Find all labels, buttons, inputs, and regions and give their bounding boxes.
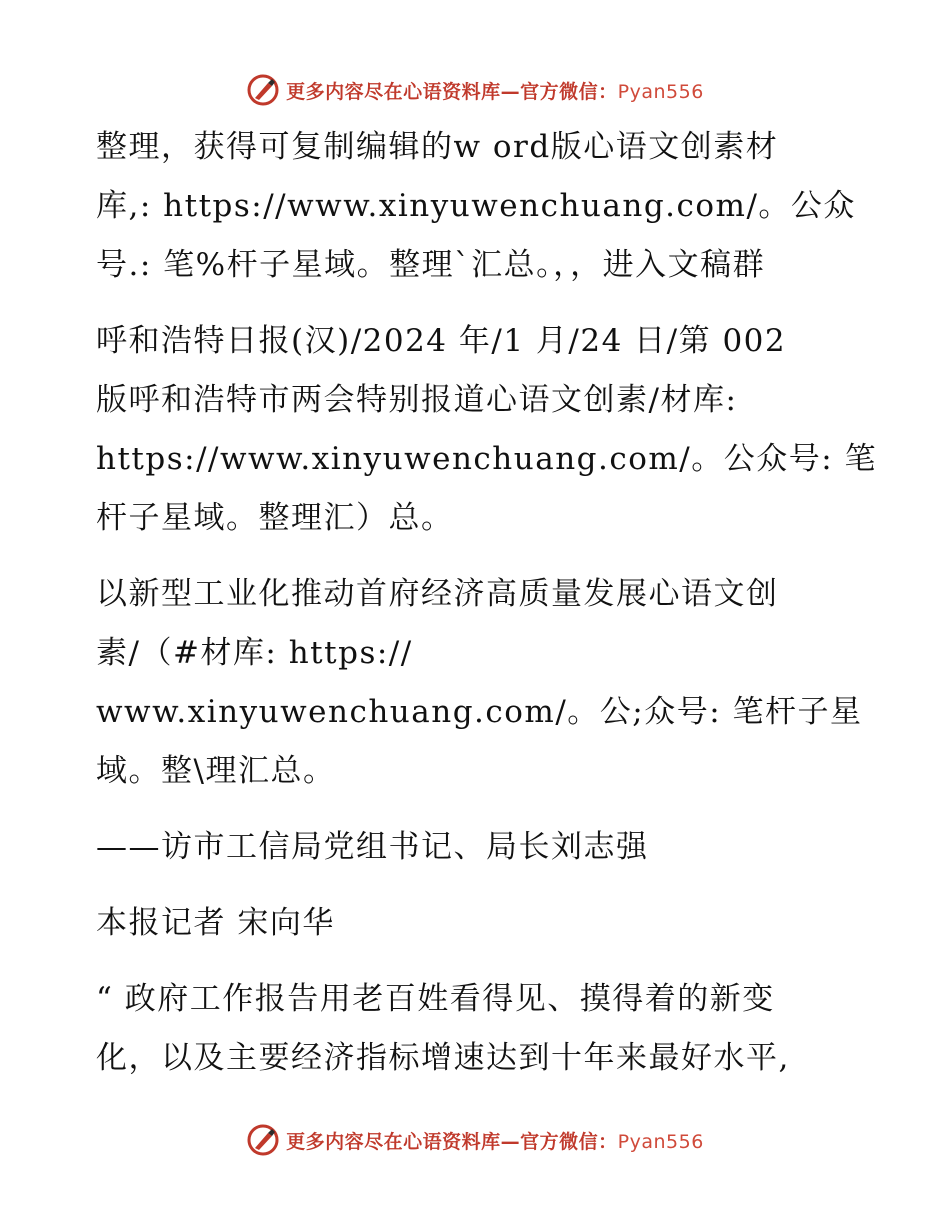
paragraph-2 xyxy=(96,312,878,548)
paragraph-4 xyxy=(96,818,841,877)
banner-text xyxy=(286,1127,704,1154)
banner-label: 更多内容尽在心语资料库—官方微信： xyxy=(286,1130,618,1153)
wechat-id: Pyan556 xyxy=(617,80,704,103)
text-line: 以新型工业化推动首府经济高质量发展心语文创 xyxy=(96,576,779,612)
logo-icon xyxy=(246,1123,280,1157)
text-line: 本报记者 宋向华 xyxy=(96,905,335,941)
paragraph-1 xyxy=(96,118,856,295)
text-line: ——访市工信局党组书记、局长刘志强 xyxy=(96,829,649,865)
banner-label: 更多内容尽在心语资料库—官方微信： xyxy=(286,80,618,103)
text-line: https://www.xinyuwenchuang.com/。公众号: 笔 xyxy=(96,441,878,477)
text-line: www.xinyuwenchuang.com/。公;众号: 笔杆子星 xyxy=(96,694,863,730)
text-line: 版呼和浩特市两会特别报道心语文创素/材库: xyxy=(96,382,738,418)
paragraph-6 xyxy=(96,970,841,1088)
paragraph-3 xyxy=(96,565,863,801)
paragraph-5 xyxy=(96,894,841,953)
text-line: “ 政府工作报告用老百姓看得见、摸得着的新变 xyxy=(96,981,775,1017)
footer-banner xyxy=(0,1120,950,1160)
text-line: 整理，获得可复制编辑的w ord版心语文创素材 xyxy=(96,129,779,165)
text-line: 化，以及主要经济指标增速达到十年来最好水平, xyxy=(96,1040,790,1076)
header-banner xyxy=(0,70,950,110)
text-line: 呼和浩特日报(汉)/2024 年/1 月/24 日/第 002 xyxy=(96,323,787,359)
logo-icon xyxy=(246,73,280,107)
text-line: 素/（#材库: https:// xyxy=(96,635,413,671)
text-line: 库,: https://www.xinyuwenchuang.com/。公众 xyxy=(96,188,856,224)
text-line: 域。整\理汇总。 xyxy=(96,753,336,789)
banner-text xyxy=(286,77,704,104)
wechat-id: Pyan556 xyxy=(617,1130,704,1153)
text-line: 号.: 笔%杆子星域。整理`汇总。，，进入文稿群 xyxy=(96,247,766,283)
document-body xyxy=(96,118,878,1088)
text-line: 杆子星域。整理汇）总。 xyxy=(96,500,454,536)
